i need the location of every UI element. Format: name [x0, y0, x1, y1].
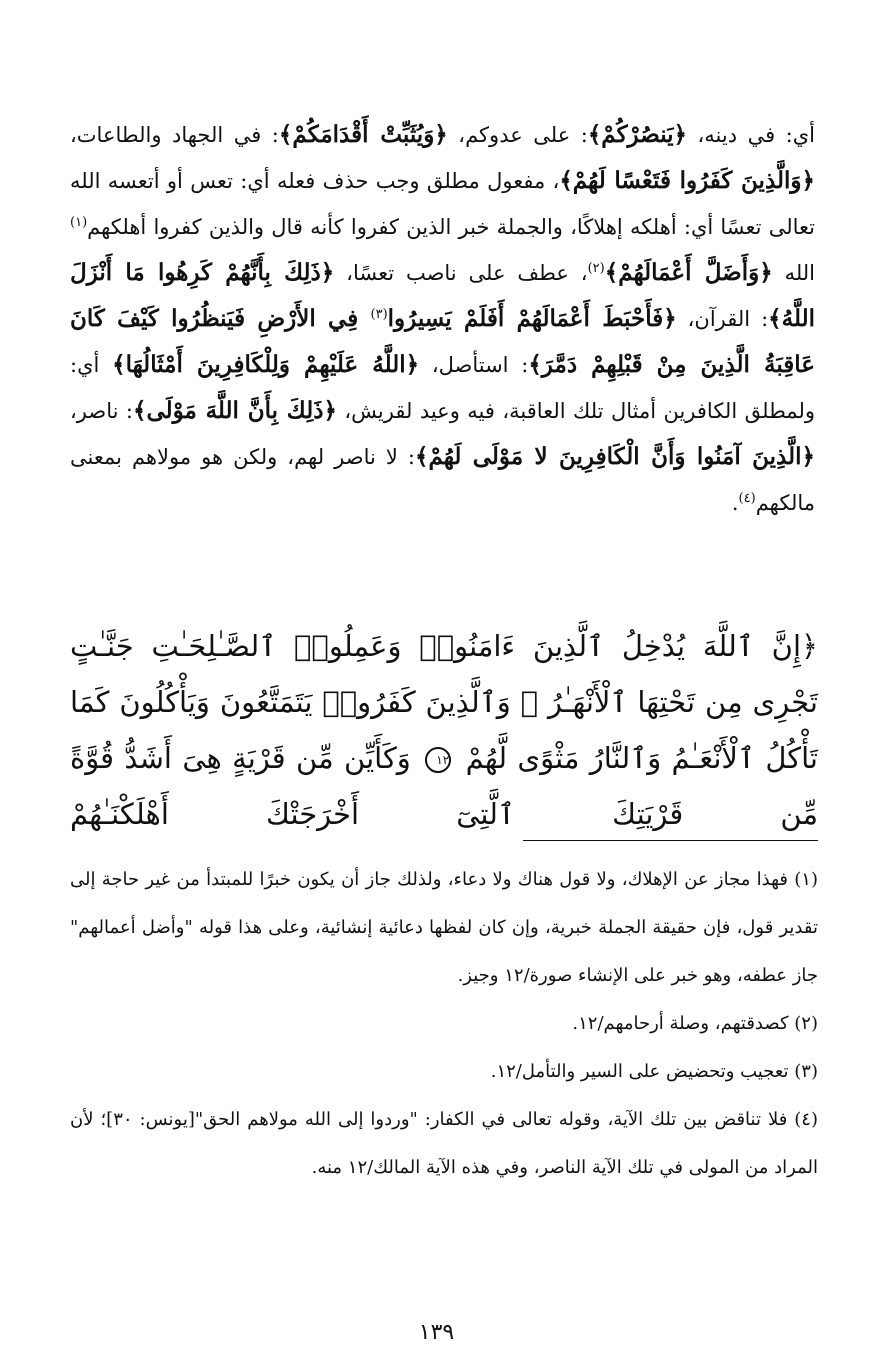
page-number: ١٣٩ — [418, 1320, 455, 1345]
quran-quote: ﴿اللَّهُ عَلَيْهِمْ وَلِلْكَافِرِينَ أَمْثَالُهَا﴾ — [112, 351, 420, 378]
quran-verse-block — [70, 618, 818, 842]
quran-quote: ﴿وَيُثَبِّتْ أَقْدَامَكُمْ﴾ — [278, 121, 448, 148]
text-run: ، مفعول مطلق وجب حذف فعله أي: تعس أو أتعسه الله تعالى تعسًا أي: أهلكه إهلاكًا، والجملة خبر الذين كفروا كأنه قال والذين كفروا أهلكهم — [70, 169, 815, 239]
text-run: الله — [772, 261, 816, 285]
quran-quote: ﴿ذَلِكَ بِأَنَّهُمْ كَرِهُوا مَا أَنْزَلَ اللَّهُ﴾ — [70, 259, 815, 332]
quran-quote: ﴿يَنصُرْكُمْ﴾ — [587, 121, 688, 148]
text-run: : على عدوكم، — [447, 123, 588, 147]
text-run: ، عطف على ناصب تعسًا، — [334, 261, 588, 285]
footnote-ref-3: (٣) — [370, 307, 388, 322]
footnote-3: (٣) تعجيب وتحضيض على السير والتأمل/١٢. — [490, 1061, 818, 1082]
text-run: : استأصل، — [419, 353, 529, 377]
footnote-ref-4: (٤) — [738, 491, 756, 506]
footnote-1: (١) فهذا مجاز عن الإهلاك، ولا قول هناك ولا دعاء، ولذلك جاز أن يكون خبرًا للمبتدأ من غير حاجة إلى تقدير قول، فإن حقيقة الجملة خبرية، وإن كان لفظها دعائية إنشائية، وعلى هذا قوله "وأضل أعمالهم" جاز عطفه، وهو خبر على الإنشاء صورة/١٢ وجيز. — [70, 869, 818, 986]
quran-quote: ﴿وَالَّذِينَ كَفَرُوا فَتَعْسًا لَهُمْ﴾ — [559, 167, 815, 194]
commentary-text — [70, 112, 815, 526]
text-run: أي: ولمطلق الكافرين أمثال تلك العاقبة، فيه وعيد لقريش، — [70, 353, 815, 423]
verse-part: ﴿إِنَّ ٱللَّهَ يُدْخِلُ ٱلَّذِينَ ءَامَنُوا۟ وَعَمِلُوا۟ ٱلصَّـٰلِحَـٰتِ جَنَّـٰتٍ تَجْرِى مِن تَحْتِهَا ٱلْأَنْهَـٰرُ ۖ وَٱلَّذِينَ كَفَرُوا۟ يَتَمَتَّعُونَ وَيَأْكُلُونَ كَمَا تَأْكُلُ ٱلْأَنْعَـٰمُ وَٱلنَّارُ مَثْوًى لَّهُمْ — [70, 629, 818, 775]
verse-part: وَكَأَيِّن مِّن قَرْيَةٍ هِىَ أَشَدُّ قُوَّةً مِّن قَرْيَتِكَ ٱلَّتِىٓ أَخْرَجَتْكَ أَهْلَكْنَـٰهُمْ — [70, 741, 818, 831]
quran-quote: ﴿ذَلِكَ بِأَنَّ اللَّهَ مَوْلَى﴾ — [132, 397, 337, 424]
quran-quote: ﴿فَأَحْبَطَ أَعْمَالَهُمْ أَفَلَمْ يَسِيرُوا — [387, 305, 677, 332]
text-run: : ناصر، — [70, 399, 133, 423]
quran-quote: فِي الأَرْضِ فَيَنظُرُوا كَيْفَ كَانَ عَاقِبَةُ الَّذِينَ مِنْ قَبْلِهِمْ دَمَّرَ﴾ — [70, 305, 815, 378]
quran-quote: ﴿الَّذِينَ آمَنُوا وَأَنَّ الْكَافِرِينَ لا مَوْلَى لَهُمْ﴾ — [414, 443, 815, 470]
footnote-divider — [523, 840, 818, 841]
ayah-number-icon: ١٢ — [425, 747, 451, 773]
text-run: : لا ناصر لهم، ولكن هو مولاهم بمعنى مالكهم — [70, 445, 815, 515]
commentary-paragraph — [70, 112, 815, 526]
text-run: أي: في دينه، — [687, 123, 815, 147]
quran-quote: ﴿وَأَضَلَّ أَعْمَالَهُمْ﴾ — [604, 259, 773, 286]
footnote-4: (٤) فلا تناقض بين تلك الآية، وقوله تعالى في الكفار: "وردوا إلى الله مولاهم الحق"[يونس: ٣٠]؛ لأن المراد من المولى في تلك الآية الناصر، وفي هذه الآية المالك/١٢ منه. — [70, 1109, 818, 1178]
text-run: : في الجهاد والطاعات، — [70, 123, 279, 147]
footnote-ref-1: (١) — [70, 215, 88, 230]
text-run: . — [731, 491, 739, 515]
verse-text — [70, 618, 818, 842]
footnotes — [70, 856, 818, 1192]
footnote-ref-2: (٢) — [587, 261, 605, 276]
text-run: : القرآن، — [676, 307, 769, 331]
footnote-2: (٢) كصدقتهم، وصلة أرحامهم/١٢. — [572, 1013, 818, 1034]
